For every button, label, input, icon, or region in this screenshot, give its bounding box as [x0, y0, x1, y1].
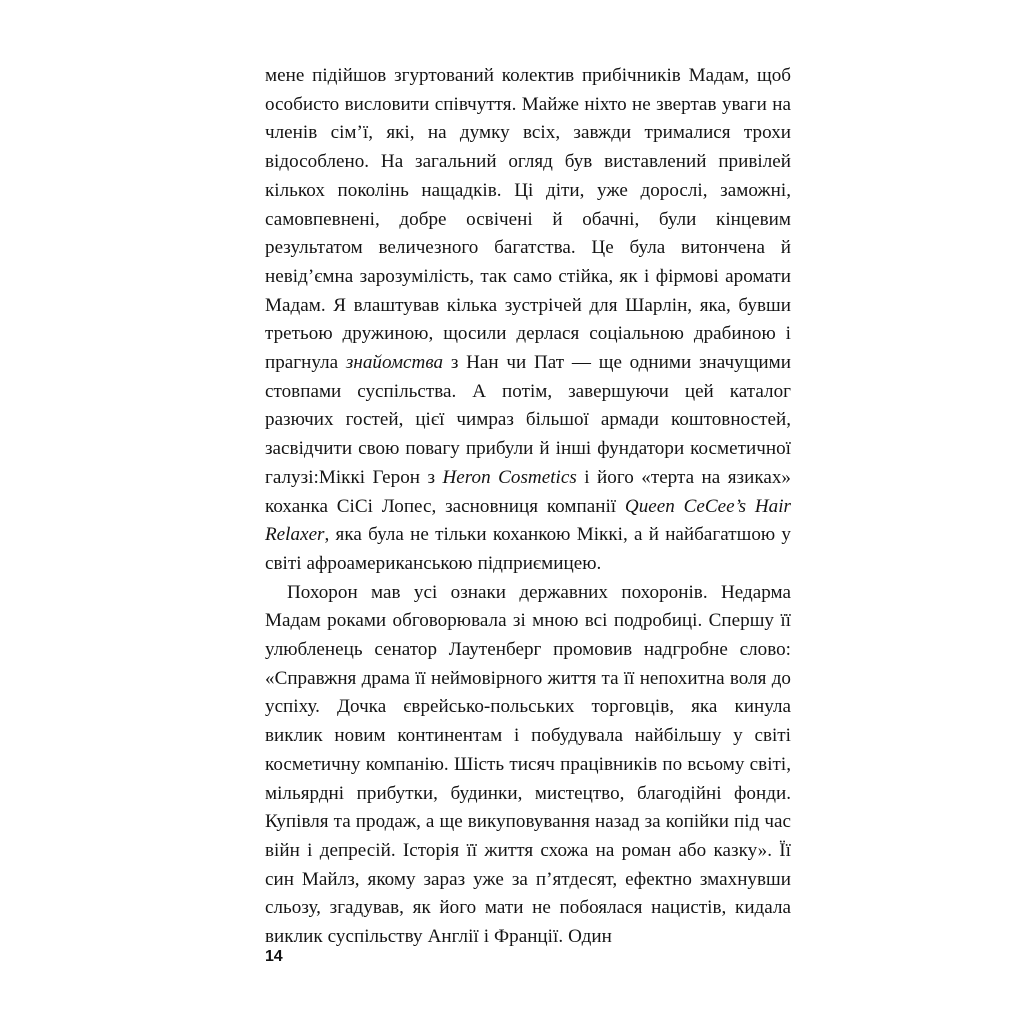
paragraph-run-italic: Heron Cosmetics	[442, 466, 577, 488]
paragraph-run-text: з Нан чи Пат — ще одними значущими стовпами суспільства. А потім, завершуючи цей каталог разючих гостей, цієї чимраз більшої армади коштовностей, засвідчити свою повагу прибули й інші фундатори косметичної галузі:Міккі Герон з	[265, 352, 791, 488]
paragraph-run-italic: знайомства	[345, 352, 444, 374]
page-number: 14	[265, 948, 283, 965]
paragraph-run-text: Похорон мав усі ознаки державних похоронів. Недарма Мадам роками обговорювала зі мною всі подробиці. Спершу її улюбленець сенатор Лаутенберг промовив надгробне слово: «Справжня драма її неймовірного життя та її непохитна воля до успіху. Дочка єврейсько-польських торговців, яка кинула виклик новим континентам і побудувала найбільшу у світі косметичну компанію. Шість тисяч працівників по всьому світі, мільярдні прибутки, будинки, мистецтво, благодійні фонди. Купівля та продаж, а ще викуповування назад за копійки під час війн і депресій. Історія її життя схожа на роман або казку». Її син Майлз, якому зараз уже за п’ятдесят, ефектно змахнувши сльозу, згадував, як його мати не побоялася нацистів, кидала виклик суспільству Англії і Франції. Один	[265, 581, 791, 948]
paragraph-run-text: , яка була не тільки коханкою Міккі, а й найбагатшою у світі афроамериканською підприємицею.	[265, 524, 791, 574]
paragraph-run-italic: Queen CeCee’s Hair Relaxer	[265, 495, 791, 546]
page-text-block	[265, 62, 791, 952]
body-paragraph-1	[265, 62, 791, 579]
paragraph-run-text: і його «терта на язиках» коханка СіСі Лопес, засновниця компанії	[265, 466, 791, 517]
body-paragraph-2	[265, 579, 791, 952]
paragraph-run-text: мене підійшов згуртований колектив прибічників Мадам, щоб особисто висловити співчуття. Майже ніхто не звертав уваги на членів сім’ї, які, на думку всіх, завжди трималися трохи відособлено. На загальний огляд був виставлений привілей кількох поколінь нащадків. Ці діти, уже дорослі, заможні, самовпевнені, добре освічені й обачні, були кінцевим результатом величезного багатства. Це була витончена й невід’ємна зарозумілість, так само стійка, як і фірмові аромати Мадам. Я влаштував кілька зустрічей для Шарлін, яка, бувши третьою дружиною, щосили дерлася соціальною драбиною і прагнула	[265, 65, 791, 374]
